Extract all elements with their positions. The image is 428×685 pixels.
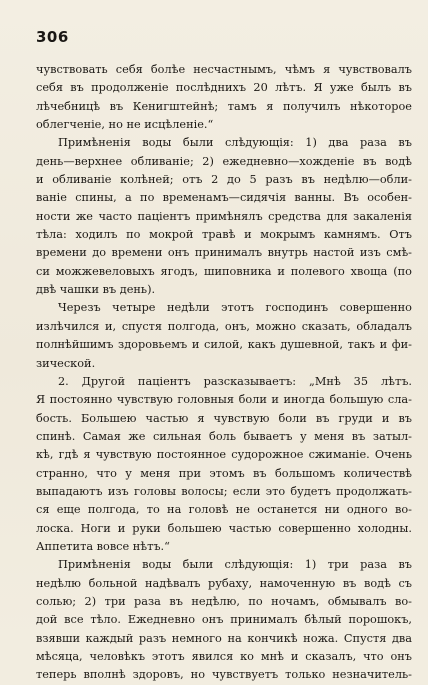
text-line: полнѣйшимъ здоровьемъ и силой, какъ душевной, такъ и фи- [36, 338, 412, 352]
text-line: облегченіе, но не исцѣленіе.“ [36, 118, 214, 132]
text-line: ся еще полгода, то на головѣ не останется ни одного во- [36, 503, 412, 517]
text-line: кѣ, гдѣ я чувствую постоянное судорожное сжиманіе. Очень [36, 448, 412, 462]
text-line: странно, что у меня при этомъ въ большомъ количествѣ [36, 466, 412, 480]
text-line: Черезъ четыре недѣли этотъ господинъ совершенно [58, 301, 412, 315]
text-line: Примѣненія воды были слѣдующія: 1) три раза въ [58, 558, 412, 572]
text-line: зической. [36, 356, 96, 370]
text-line: мѣсяца, человѣкъ этотъ явился ко мнѣ и сказалъ, что онъ [36, 650, 412, 663]
text-line: ности же часто паціентъ примѣнялъ средства для закаленія [36, 209, 412, 223]
text-line: излѣчился и, спустя полгода, онъ, можно сказать, обладалъ [36, 319, 412, 333]
text-line: день—верхнее обливаніе; 2) ежедневно—хожденіе въ водѣ [36, 154, 412, 168]
text-line: недѣлю больной надѣвалъ рубаху, намоченную въ водѣ съ [36, 576, 412, 590]
text-line: 2. Другой паціентъ разсказываетъ: „Мнѣ 35 лѣтъ. [58, 374, 412, 388]
text-line: лѣчебницѣ въ Кенигштейнѣ; тамъ я получилъ нѣкоторое [36, 99, 412, 113]
body-text [36, 61, 412, 685]
text-line: лоска. Ноги и руки большею частью совершенно холодны. [36, 521, 412, 535]
text-line: ваніе спины, а по временамъ—сидячія ванны. Въ особен- [36, 191, 412, 205]
page-number: 306 [36, 28, 69, 46]
text-line: си можжевеловыхъ ягодъ, шиповника и полевого хвоща (по [36, 264, 412, 278]
text-line: себя въ продолженіе послѣднихъ 20 лѣтъ. Я уже былъ въ [36, 81, 412, 95]
text-line: солью; 2) три раза въ недѣлю, по ночамъ, обмывалъ во- [36, 594, 412, 608]
text-line: двѣ чашки въ день). [36, 283, 156, 297]
text-line: тѣла: ходилъ по мокрой травѣ и мокрымъ камнямъ. Отъ [36, 228, 412, 242]
text-line: взявши каждый разъ немного на кончикѣ ножа. Спустя два [36, 631, 412, 645]
text-line: выпадаютъ изъ головы волосы; если это будетъ продолжать- [36, 484, 412, 498]
text-line: времени до времени онъ принималъ внутрь настой изъ смѣ- [36, 246, 412, 260]
text-line: и обливаніе колѣней; отъ 2 до 5 разъ въ недѣлю—обли- [36, 173, 412, 187]
text-line: Примѣненія воды были слѣдующія: 1) два раза въ [58, 136, 412, 150]
text-line: Аппетита вовсе нѣтъ.“ [36, 539, 170, 553]
text-line: чувствовать себя болѣе несчастнымъ, чѣмъ я чувствовалъ [36, 63, 412, 76]
text-line: бость. Большею частью я чувствую боли въ груди и въ [36, 411, 412, 425]
text-line: теперь вполнѣ здоровъ, но чувствуетъ только незначитель- [36, 668, 412, 682]
text-line: дой все тѣло. Ежедневно онъ принималъ бѣлый порошокъ, [36, 613, 412, 627]
text-line: Я постоянно чувствую головныя боли и иногда большую сла- [36, 393, 412, 407]
text-line: спинѣ. Самая же сильная боль бываетъ у меня въ затыл- [36, 429, 412, 443]
